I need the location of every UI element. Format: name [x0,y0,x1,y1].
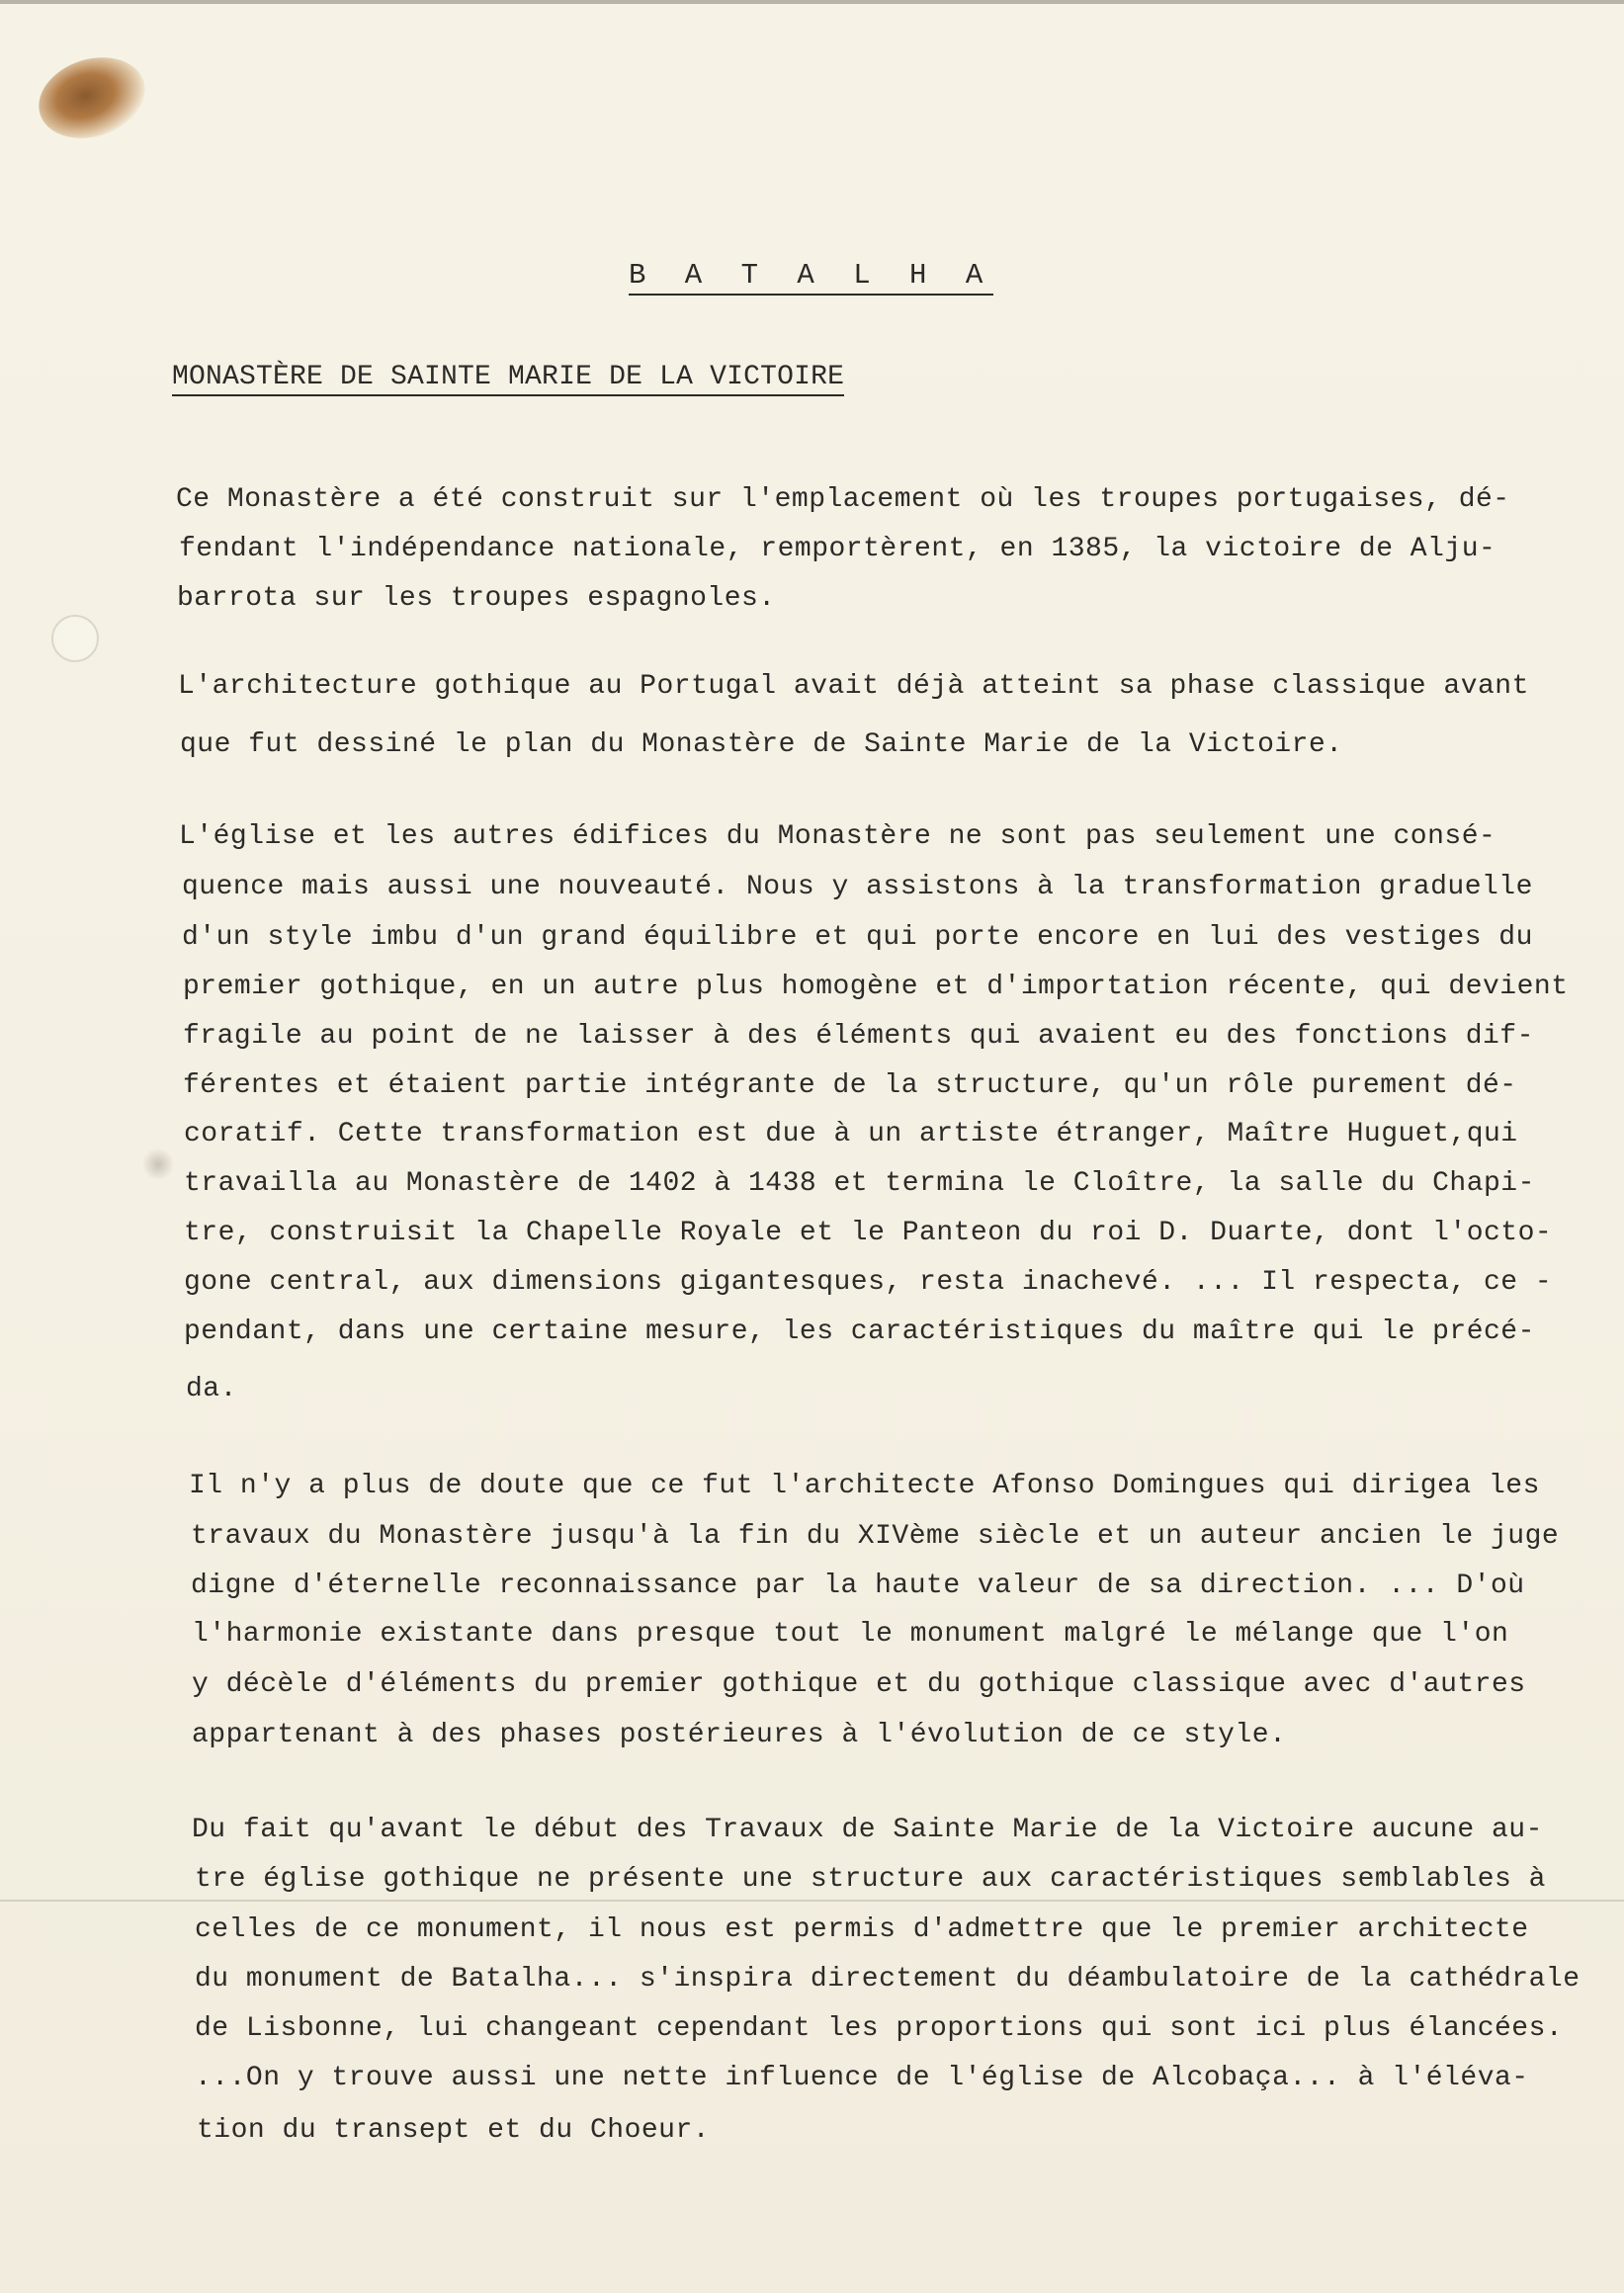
text-line: da. [186,1374,237,1404]
text-line: tre église gothique ne présente une structure aux caractéristiques semblables à [195,1864,1546,1895]
text-line: l'harmonie existante dans presque tout le monument malgré le mélange que l'on [192,1619,1509,1650]
text-line: fendant l'indépendance nationale, remportèrent, en 1385, la victoire de Alju- [179,534,1496,564]
fold-crease [0,1900,1624,1902]
text-line: pendant, dans une certaine mesure, les caractéristiques du maître qui le précé- [184,1316,1535,1347]
text-line: premier gothique, en un autre plus homogène et d'importation récente, qui devient [183,972,1569,1002]
text-line: d'un style imbu d'un grand équilibre et qui porte encore en lui des vestiges du [182,922,1533,953]
ink-smudge [143,1146,173,1182]
text-line: gone central, aux dimensions gigantesques, resta inachevé. ... Il respecta, ce - [184,1267,1553,1298]
text-line: y décèle d'éléments du premier gothique et du gothique classique avec d'autres [192,1669,1526,1700]
text-line: barrota sur les troupes espagnoles. [177,583,776,614]
text-line: Ce Monastère a été construit sur l'emplacement où les troupes portugaises, dé- [176,484,1510,515]
text-line: fragile au point de ne laisser à des éléments qui avaient eu des fonctions dif- [183,1021,1534,1052]
punch-hole [51,615,99,662]
text-line: L'église et les autres édifices du Monastère ne sont pas seulement une consé- [179,821,1496,852]
text-line: Il n'y a plus de doute que ce fut l'architecte Afonso Domingues qui dirigea les [189,1471,1540,1501]
page-top-edge [0,0,1624,4]
text-line: coratif. Cette transformation est due à un artiste étranger, Maître Huguet,qui [184,1119,1518,1149]
text-line: tre, construisit la Chapelle Royale et le Panteon du roi D. Duarte, dont l'octo- [184,1218,1553,1248]
rust-stain [29,44,156,151]
text-line: digne d'éternelle reconnaissance par la haute valeur de sa direction. ... D'où [191,1571,1525,1601]
document-title: B A T A L H A [629,259,993,296]
text-line: travaux du Monastère jusqu'à la fin du XIVème siècle et un auteur ancien le juge [191,1521,1560,1552]
text-line: L'architecture gothique au Portugal avait déjà atteint sa phase classique avant [178,671,1529,702]
text-line: appartenant à des phases postérieures à l'évolution de ce style. [192,1720,1287,1750]
text-line: travailla au Monastère de 1402 à 1438 et termina le Cloître, la salle du Chapi- [184,1168,1535,1199]
text-line: de Lisbonne, lui changeant cependant les proportions qui sont ici plus élancées. [195,2013,1564,2044]
document-subtitle: MONASTÈRE DE SAINTE MARIE DE LA VICTOIRE [172,362,844,396]
text-line: férentes et étaient partie intégrante de la structure, qu'un rôle purement dé- [183,1070,1517,1101]
text-line: que fut dessiné le plan du Monastère de Sainte Marie de la Victoire. [180,729,1343,760]
text-line: celles de ce monument, il nous est permis d'admettre que le premier architecte [195,1914,1529,1945]
text-line: tion du transept et du Choeur. [197,2115,711,2146]
text-line: ...On y trouve aussi une nette influence de l'église de Alcobaça... à l'éléva- [195,2063,1529,2093]
text-line: du monument de Batalha... s'inspira directement du déambulatoire de la cathédrale [195,1964,1581,1995]
text-line: quence mais aussi une nouveauté. Nous y assistons à la transformation graduelle [182,872,1533,902]
text-line: Du fait qu'avant le début des Travaux de Sainte Marie de la Victoire aucune au- [192,1815,1543,1845]
